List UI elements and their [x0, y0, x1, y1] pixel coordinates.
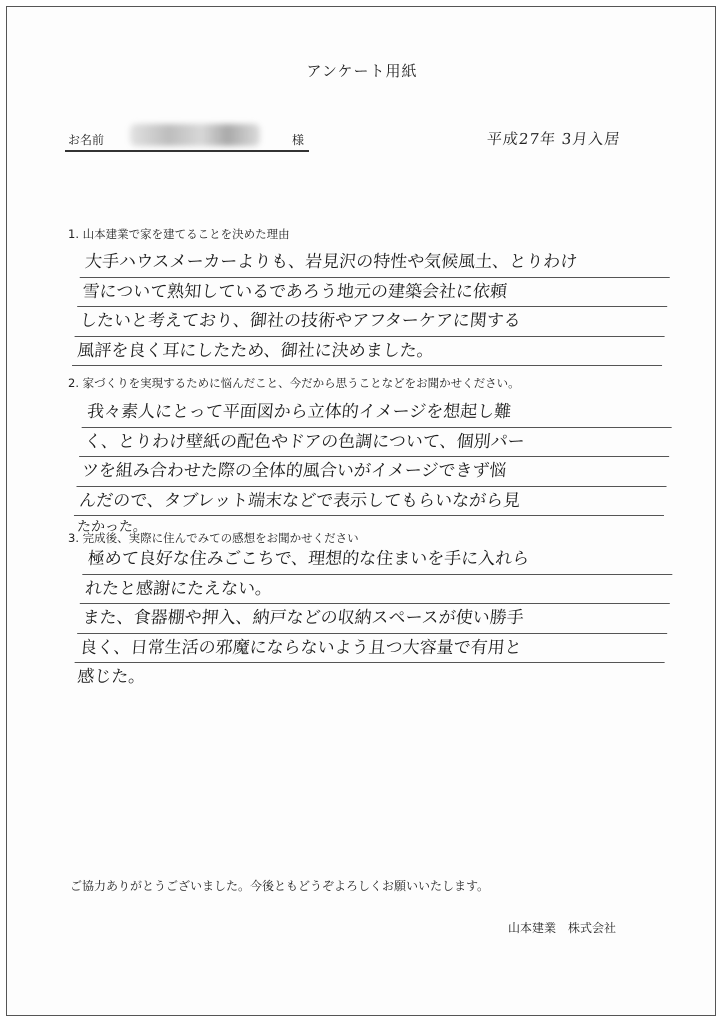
move-in-date: 平成27年 3月入居: [486, 130, 622, 148]
company-name: 山本建業 株式会社: [508, 921, 617, 935]
question-1-label: 1. 山本建業で家を建てることを決めた理由: [68, 227, 290, 241]
answer-line: 風評を良く耳にしたため、御社に決めました。: [72, 337, 665, 367]
answer-line: んだので、タブレット端末などで表示してもらいながら見: [74, 487, 667, 517]
answer-line: 大手ハウスメーカーよりも、岩見沢の特性や気候風土、とりわけ: [80, 248, 673, 278]
question-2-answer: [72, 398, 674, 538]
answer-line: 我々素人にとって平面図から立体的イメージを想起し難: [82, 398, 675, 428]
answer-line: 良く、日常生活の邪魔にならないよう且つ大容量で有用と: [75, 634, 668, 664]
form-title: アンケート用紙: [306, 62, 418, 80]
closing-message: ご協力ありがとうございました。今後ともどうぞよろしくお願いいたします。: [70, 879, 490, 893]
name-honorific: 様: [292, 133, 305, 147]
answer-line: たかった。: [76, 519, 148, 535]
answer-line: 極めて良好な住みごこちで、理想的な住まいを手に入れら: [82, 545, 675, 575]
name-label: お名前: [68, 133, 105, 147]
question-2-label: 2. 家づくりを実現するために悩んだこと、今だから思うことなどをお聞かせください。: [68, 376, 520, 390]
question-1-answer: [72, 248, 672, 366]
answer-line: ツを組み合わせた際の全体的風合いがイメージできず悩: [77, 457, 670, 487]
answer-line: く、とりわけ壁紙の配色やドアの色調について、個別パー: [79, 428, 672, 458]
answer-line: 雪について熟知しているであろう地元の建築会社に依頼: [77, 278, 670, 308]
answer-line: れたと感謝にたえない。: [80, 575, 673, 605]
answer-line: 感じた。: [76, 667, 147, 687]
answer-line: したいと考えており、御社の技術やアフターケアに関する: [75, 307, 668, 337]
question-3-label: 3. 完成後、実際に住んでみての感想をお聞かせください: [68, 531, 359, 545]
name-underline: [65, 150, 309, 152]
redacted-name: [130, 124, 260, 146]
answer-line: また、食器棚や押入、納戸などの収納スペースが使い勝手: [77, 604, 670, 634]
question-3-answer: [72, 545, 675, 693]
